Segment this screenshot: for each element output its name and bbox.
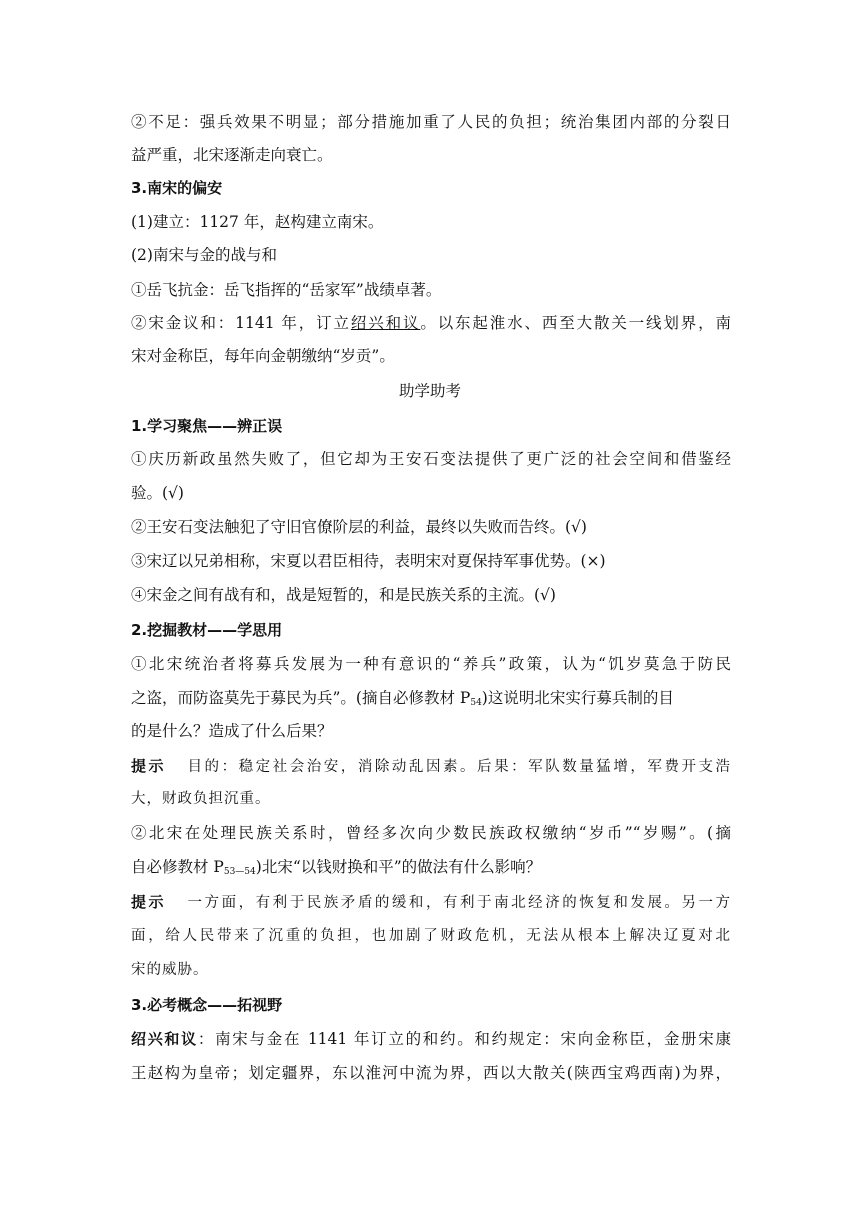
text-line: (1)建立：1127 年，赵构建立南宋。 [131, 213, 384, 231]
hint-line: 大，财政负担沉重。 [131, 791, 271, 807]
text-line: ③宋辽以兄弟相称，宋夏以君臣相待，表明宋对夏保持军事优势。(×) [131, 552, 606, 570]
hint-label: 提示 [131, 893, 167, 911]
text-line: ②北宋在处理民族关系时，曾经多次向少数民族政权缴纳“岁币”“岁赐”。(摘 [131, 824, 731, 842]
text-line: ①岳飞抗金：岳飞指挥的“岳家军”战绩卓著。 [131, 281, 442, 299]
text-span: ②宋金议和：1141 年，订立 [131, 314, 351, 332]
text-line: ①北宋统治者将募兵发展为一种有意识的“养兵”政策，认为“饥岁莫急于防民 [131, 655, 731, 673]
text-line [131, 857, 731, 882]
text-span: ：南宋与金在 1141 年订立的和约。和约规定：宋向金称臣，金册宋康 [197, 1030, 731, 1048]
hint-line [131, 756, 731, 777]
text-line: 宋对金称臣，每年向金朝缴纳“岁贡”。 [131, 347, 395, 365]
text-line: ④宋金之间有战有和，战是短暂的，和是民族关系的主流。(√) [131, 586, 556, 604]
text-line: 益严重，北宋逐渐走向衰亡。 [131, 146, 333, 164]
hint-line: 面，给人民带来了沉重的负担，也加剧了财政危机，无法从根本上解决辽夏对北 [131, 928, 731, 944]
section-title: 助学助考 [398, 382, 461, 400]
term-link: 绍兴和议 [350, 314, 421, 332]
text-line: ②王安石变法触犯了守旧官僚阶层的利益，最终以失败而告终。(√) [131, 518, 587, 536]
text-line [131, 1029, 731, 1049]
concept-term: 绍兴和议 [131, 1030, 198, 1048]
text-span: 自必修教材 P [131, 858, 224, 876]
text-span: 之盗，而防盗莫先于募民为兵”。(摘自必修教材 P [131, 689, 471, 707]
hint-text: 一方面，有利于民族矛盾的缓和，有利于南北经济的恢复和发展。另一方 [187, 895, 732, 911]
text-line: ①庆历新政虽然失败了，但它却为王安石变法提供了更广泛的社会空间和借鉴经 [131, 450, 731, 468]
section-heading: 2.挖掘教材——学思用 [131, 621, 283, 639]
hint-label: 提示 [131, 757, 167, 775]
hint-line: 宋的威胁。 [131, 962, 209, 978]
text-line: 的是什么？造成了什么后果？ [131, 722, 333, 740]
text-line: ②不足：强兵效果不明显；部分措施加重了人民的负担；统治集团内部的分裂日 [131, 113, 731, 131]
page-subscript: 53—54 [223, 867, 256, 877]
text-line: 王赵构为皇帝；划定疆界，东以淮河中流为界，西以大散关(陕西宝鸡西南)为界， [131, 1064, 731, 1082]
text-line [131, 313, 731, 333]
hint-line [131, 892, 731, 913]
text-span: )北宋“以钱财换和平”的做法有什么影响？ [255, 858, 542, 876]
text-span: )这说明北宋实行募兵制的目 [481, 689, 674, 707]
hint-text: 目的：稳定社会治安，消除动乱因素。后果：军队数量猛增，军费开支浩 [187, 759, 732, 775]
text-line: (2)南宋与金的战与和 [131, 246, 277, 264]
text-line [131, 688, 731, 713]
section-heading: 3.必考概念——拓视野 [131, 996, 283, 1014]
page-subscript: 54 [470, 698, 482, 708]
section-heading: 3.南宋的偏安 [131, 179, 223, 197]
text-span: 。以东起淮水、西至大散关一线划界，南 [420, 314, 731, 332]
text-line: 验。(√) [131, 484, 184, 502]
section-heading: 1.学习聚焦——辨正误 [131, 417, 283, 435]
